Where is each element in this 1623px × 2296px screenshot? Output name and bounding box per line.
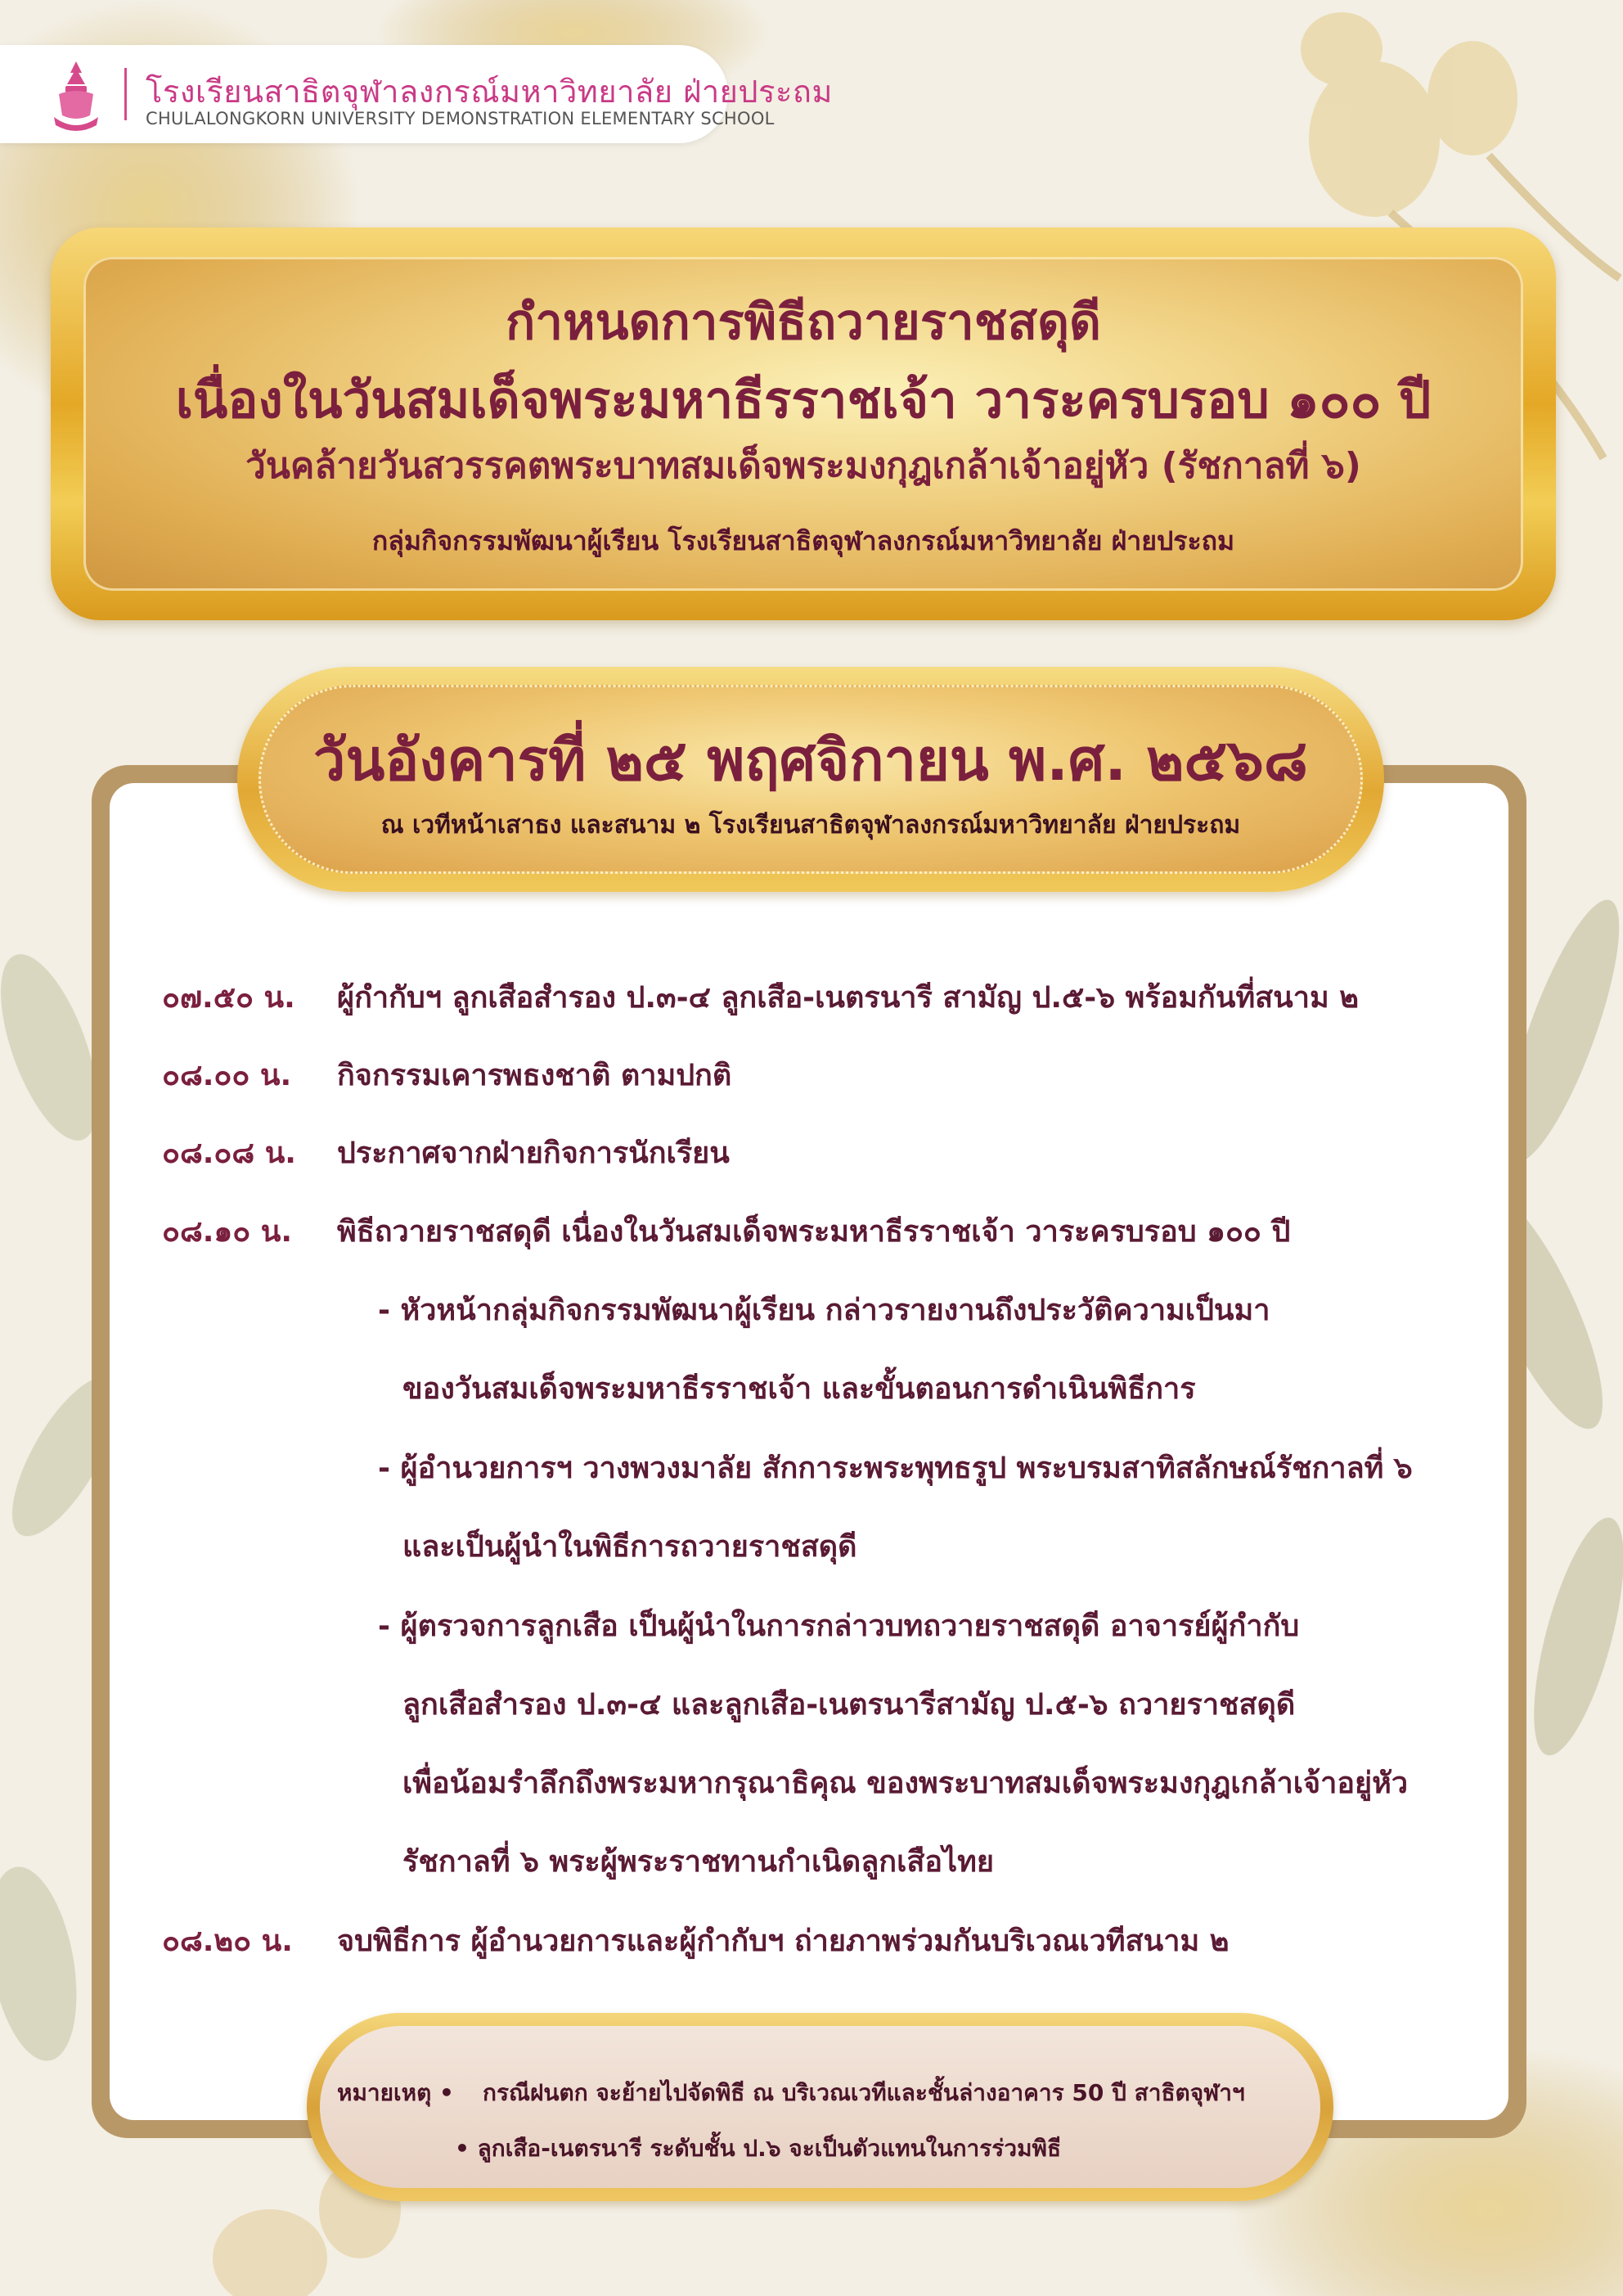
school-logo-banner	[0, 45, 833, 143]
event-venue: ณ เวทีหน้าเสาธง และสนาม ๒ โรงเรียนสาธิตจุฬาลงกรณ์มหาวิทยาลัย ฝ่ายประถม	[380, 811, 1241, 840]
organizer-line: กลุ่มกิจกรรมพัฒนาผู้เรียน โรงเรียนสาธิตจุฬาลงกรณ์มหาวิทยาลัย ฝ่ายประถม	[371, 525, 1235, 556]
schedule-desc: ผู้กำกับฯ ลูกเสือสำรอง ป.๓-๔ ลูกเสือ-เนตรนารี สามัญ ป.๕-๖ พร้อมกันที่สนาม ๒	[337, 981, 1359, 1015]
schedule-desc: กิจกรรมเคารพธงชาติ ตามปกติ	[337, 1059, 732, 1092]
note-item-1: กรณีฝนตก จะย้ายไปจัดพิธี ณ บริเวณเวทีและชั้นล่างอาคาร 50 ปี สาธิตจุฬาฯ	[483, 2079, 1245, 2106]
title-line-3: วันคล้ายวันสวรรคตพระบาทสมเด็จพระมงกุฎเกล้าเจ้าอยู่หัว (รัชกาลที่ ๖)	[245, 445, 1361, 487]
schedule-time: ๐๗.๕๐ น.	[162, 981, 295, 1015]
detail-item-cont: ลูกเสือสำรอง ป.๓-๔ และลูกเสือ-เนตรนารีสามัญ ป.๕-๖ ถวายราชสดุดี	[402, 1688, 1296, 1722]
date-banner	[237, 667, 1384, 892]
detail-item: - ผู้ตรวจการลูกเสือ เป็นผู้นำในการกล่าวบทถวายราชสดุดี อาจารย์ผู้กำกับ	[378, 1609, 1300, 1643]
schedule-desc: จบพิธีการ ผู้อำนวยการและผู้กำกับฯ ถ่ายภาพร่วมกันบริเวณเวทีสนาม ๒	[337, 1925, 1230, 1958]
detail-item-cont: รัชกาลที่ ๖ พระผู้พระราชทานกำเนิดลูกเสือไทย	[402, 1845, 994, 1879]
title-line-1: กำหนดการพิธีถวายราชสดุดี	[505, 294, 1102, 351]
phra-kiao-emblem-icon	[47, 58, 105, 132]
schedule-time: ๐๘.๐๘ น.	[162, 1137, 296, 1170]
detail-item: - หัวหน้ากลุ่มกิจกรรมพัฒนาผู้เรียน กล่าวรายงานถึงประวัติความเป็นมา	[378, 1294, 1270, 1327]
schedule-desc: ประกาศจากฝ่ายกิจการนักเรียน	[337, 1137, 730, 1170]
schedule-time: ๐๘.๑๐ น.	[162, 1215, 293, 1249]
school-name-th: โรงเรียนสาธิตจุฬาลงกรณ์มหาวิทยาลัย ฝ่ายประถม	[146, 74, 833, 110]
note-item-2: • ลูกเสือ-เนตรนารี ระดับชั้น ป.๖ จะเป็นตัวแทนในการร่วมพิธี	[455, 2135, 1062, 2162]
detail-item-cont: ของวันสมเด็จพระมหาธีรราชเจ้า และขั้นตอนการดำเนินพิธีการ	[402, 1372, 1196, 1406]
event-date: วันอังคารที่ ๒๕ พฤศจิกายน พ.ศ. ๒๕๖๘	[313, 727, 1308, 794]
schedule-time: ๐๘.๒๐ น.	[162, 1925, 293, 1958]
title-line-2: เนื่องในวันสมเด็จพระมหาธีรราชเจ้า วาระครบรอบ ๑๐๐ ปี	[175, 370, 1432, 430]
note-label: หมายเหตุ •	[337, 2079, 454, 2106]
school-name-en: CHULALONGKORN UNIVERSITY DEMONSTRATION ELEMENTARY SCHOOL	[146, 109, 775, 128]
logo-divider	[124, 68, 127, 120]
schedule-time: ๐๘.๐๐ น.	[162, 1059, 292, 1092]
detail-item-cont: เพื่อน้อมรำลึกถึงพระมหากรุณาธิคุณ ของพระบาทสมเด็จพระมงกุฎเกล้าเจ้าอยู่หัว	[402, 1767, 1409, 1800]
schedule-desc: พิธีถวายราชสดุดี เนื่องในวันสมเด็จพระมหาธีรราชเจ้า วาระครบรอบ ๑๐๐ ปี	[337, 1215, 1291, 1249]
detail-item: - ผู้อำนวยการฯ วางพวงมาลัย สักการะพระพุทธรูป พระบรมสาทิสลักษณ์รัชกาลที่ ๖	[378, 1452, 1413, 1485]
title-banner	[51, 227, 1556, 620]
detail-item-cont: และเป็นผู้นำในพิธีการถวายราชสดุดี	[402, 1530, 857, 1564]
